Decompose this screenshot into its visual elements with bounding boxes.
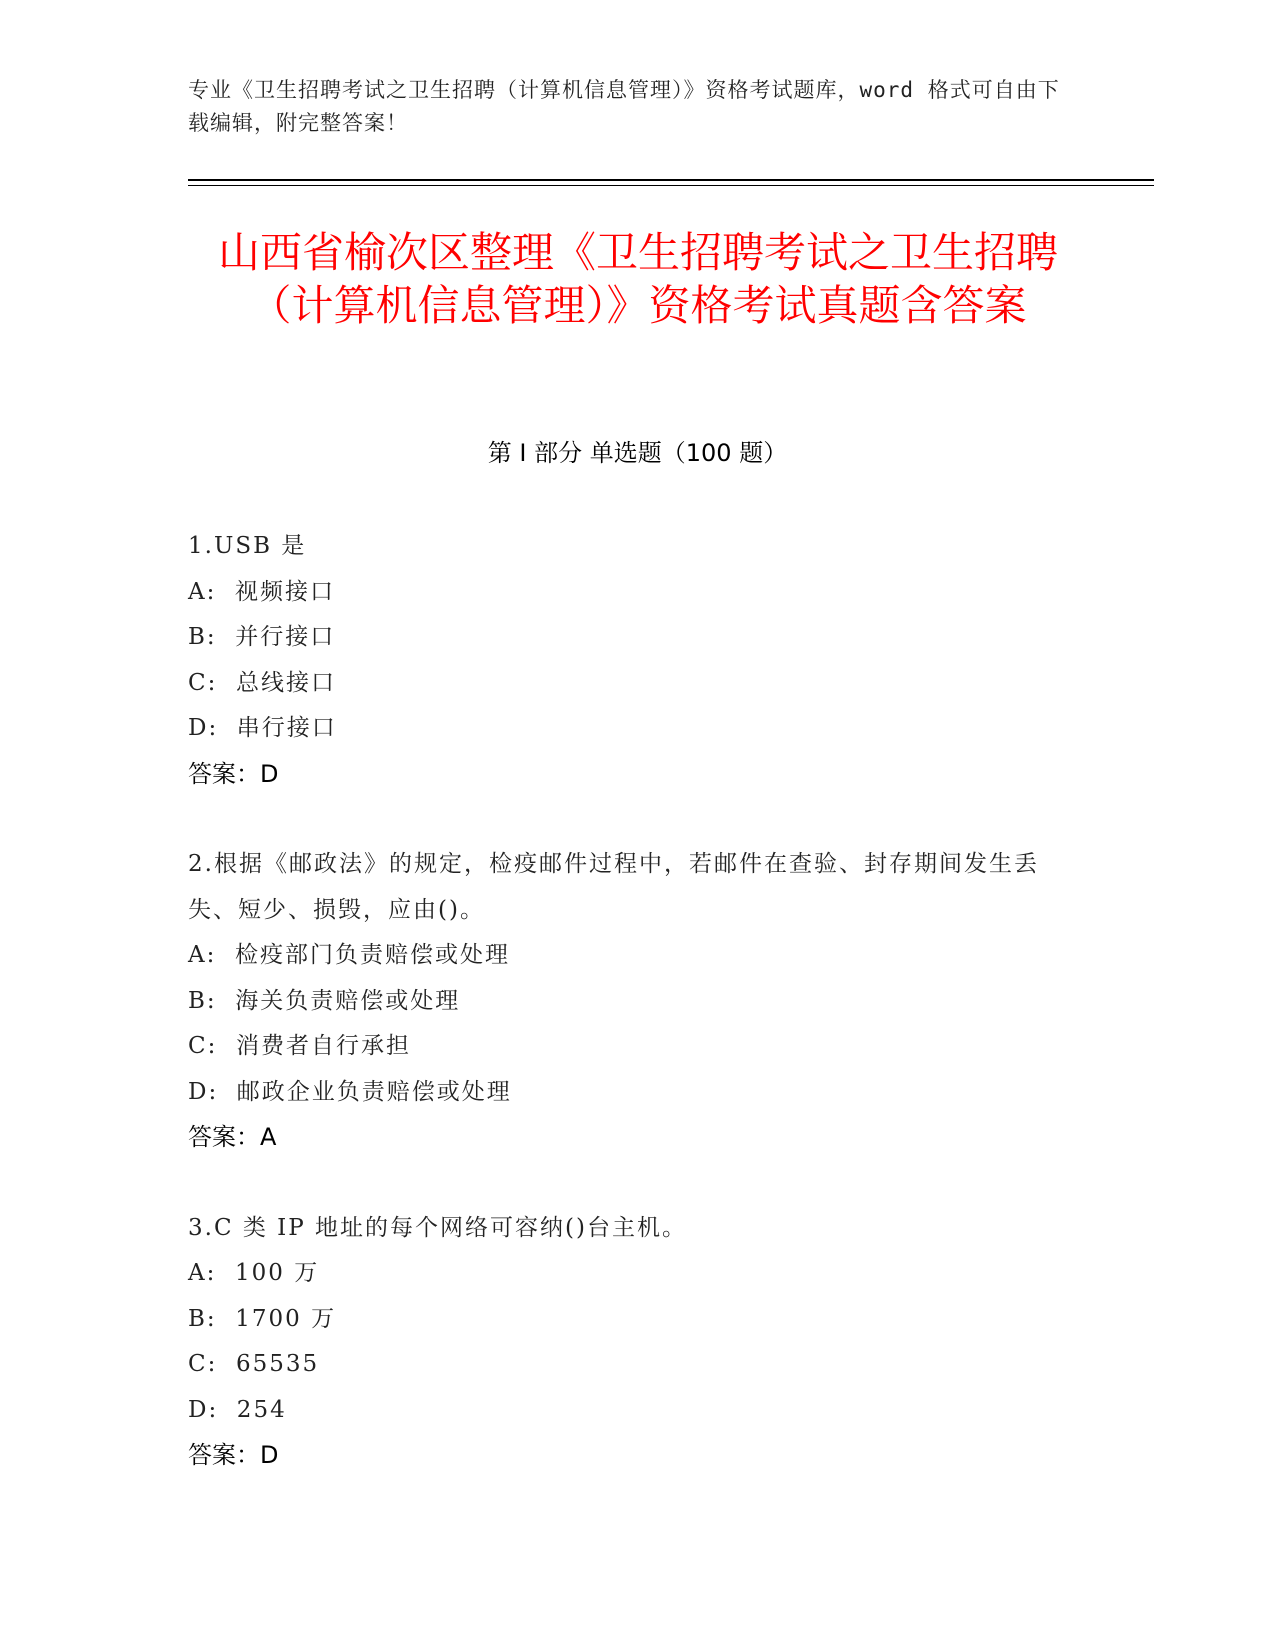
option-c: C: 消费者自行承担 <box>188 1033 411 1059</box>
question-2 <box>188 842 1068 1161</box>
section-heading: 第 I 部分 单选题（100 题） <box>487 439 788 467</box>
option-a: A: 检疫部门负责赔偿或处理 <box>188 942 510 968</box>
question-stem: 1.USB 是 <box>188 533 307 559</box>
option-b: B: 并行接口 <box>188 624 336 650</box>
option-b: B: 1700 万 <box>188 1305 337 1332</box>
header-divider-thick <box>188 179 1154 181</box>
question-list <box>188 524 1068 1524</box>
option-b: B: 海关负责赔偿或处理 <box>188 987 461 1014</box>
option-a: A: 视频接口 <box>188 578 335 605</box>
question-stem: 3.C 类 IP 地址的每个网络可容纳()台主机。 <box>188 1214 687 1241</box>
option-d: D: 邮政企业负责赔偿或处理 <box>188 1078 512 1105</box>
option-c: C: 65535 <box>188 1351 320 1377</box>
option-d: D: 串行接口 <box>188 715 337 741</box>
header-divider-thin <box>188 185 1154 186</box>
option-d: D: 254 <box>188 1396 287 1423</box>
document-title: 山西省榆次区整理《卫生招聘考试之卫生招聘（计算机信息管理）》资格考试真题含答案 <box>217 228 1058 330</box>
answer-line: 答案：D <box>188 759 279 788</box>
question-stem: 2.根据《邮政法》的规定，检疫邮件过程中，若邮件在查验、封存期间发生丢失、短少、损毁，应由()。 <box>188 851 1039 923</box>
option-a: A: 100 万 <box>188 1260 320 1286</box>
question-3 <box>188 1206 1068 1479</box>
answer-line: 答案：A <box>188 1123 277 1151</box>
answer-line: 答案：D <box>188 1441 279 1469</box>
option-c: C: 总线接口 <box>188 669 336 696</box>
question-1 <box>188 524 1068 797</box>
header-note: 专业《卫生招聘考试之卫生招聘（计算机信息管理）》资格考试题库，word 格式可自由下载编辑，附完整答案！ <box>188 78 1060 135</box>
